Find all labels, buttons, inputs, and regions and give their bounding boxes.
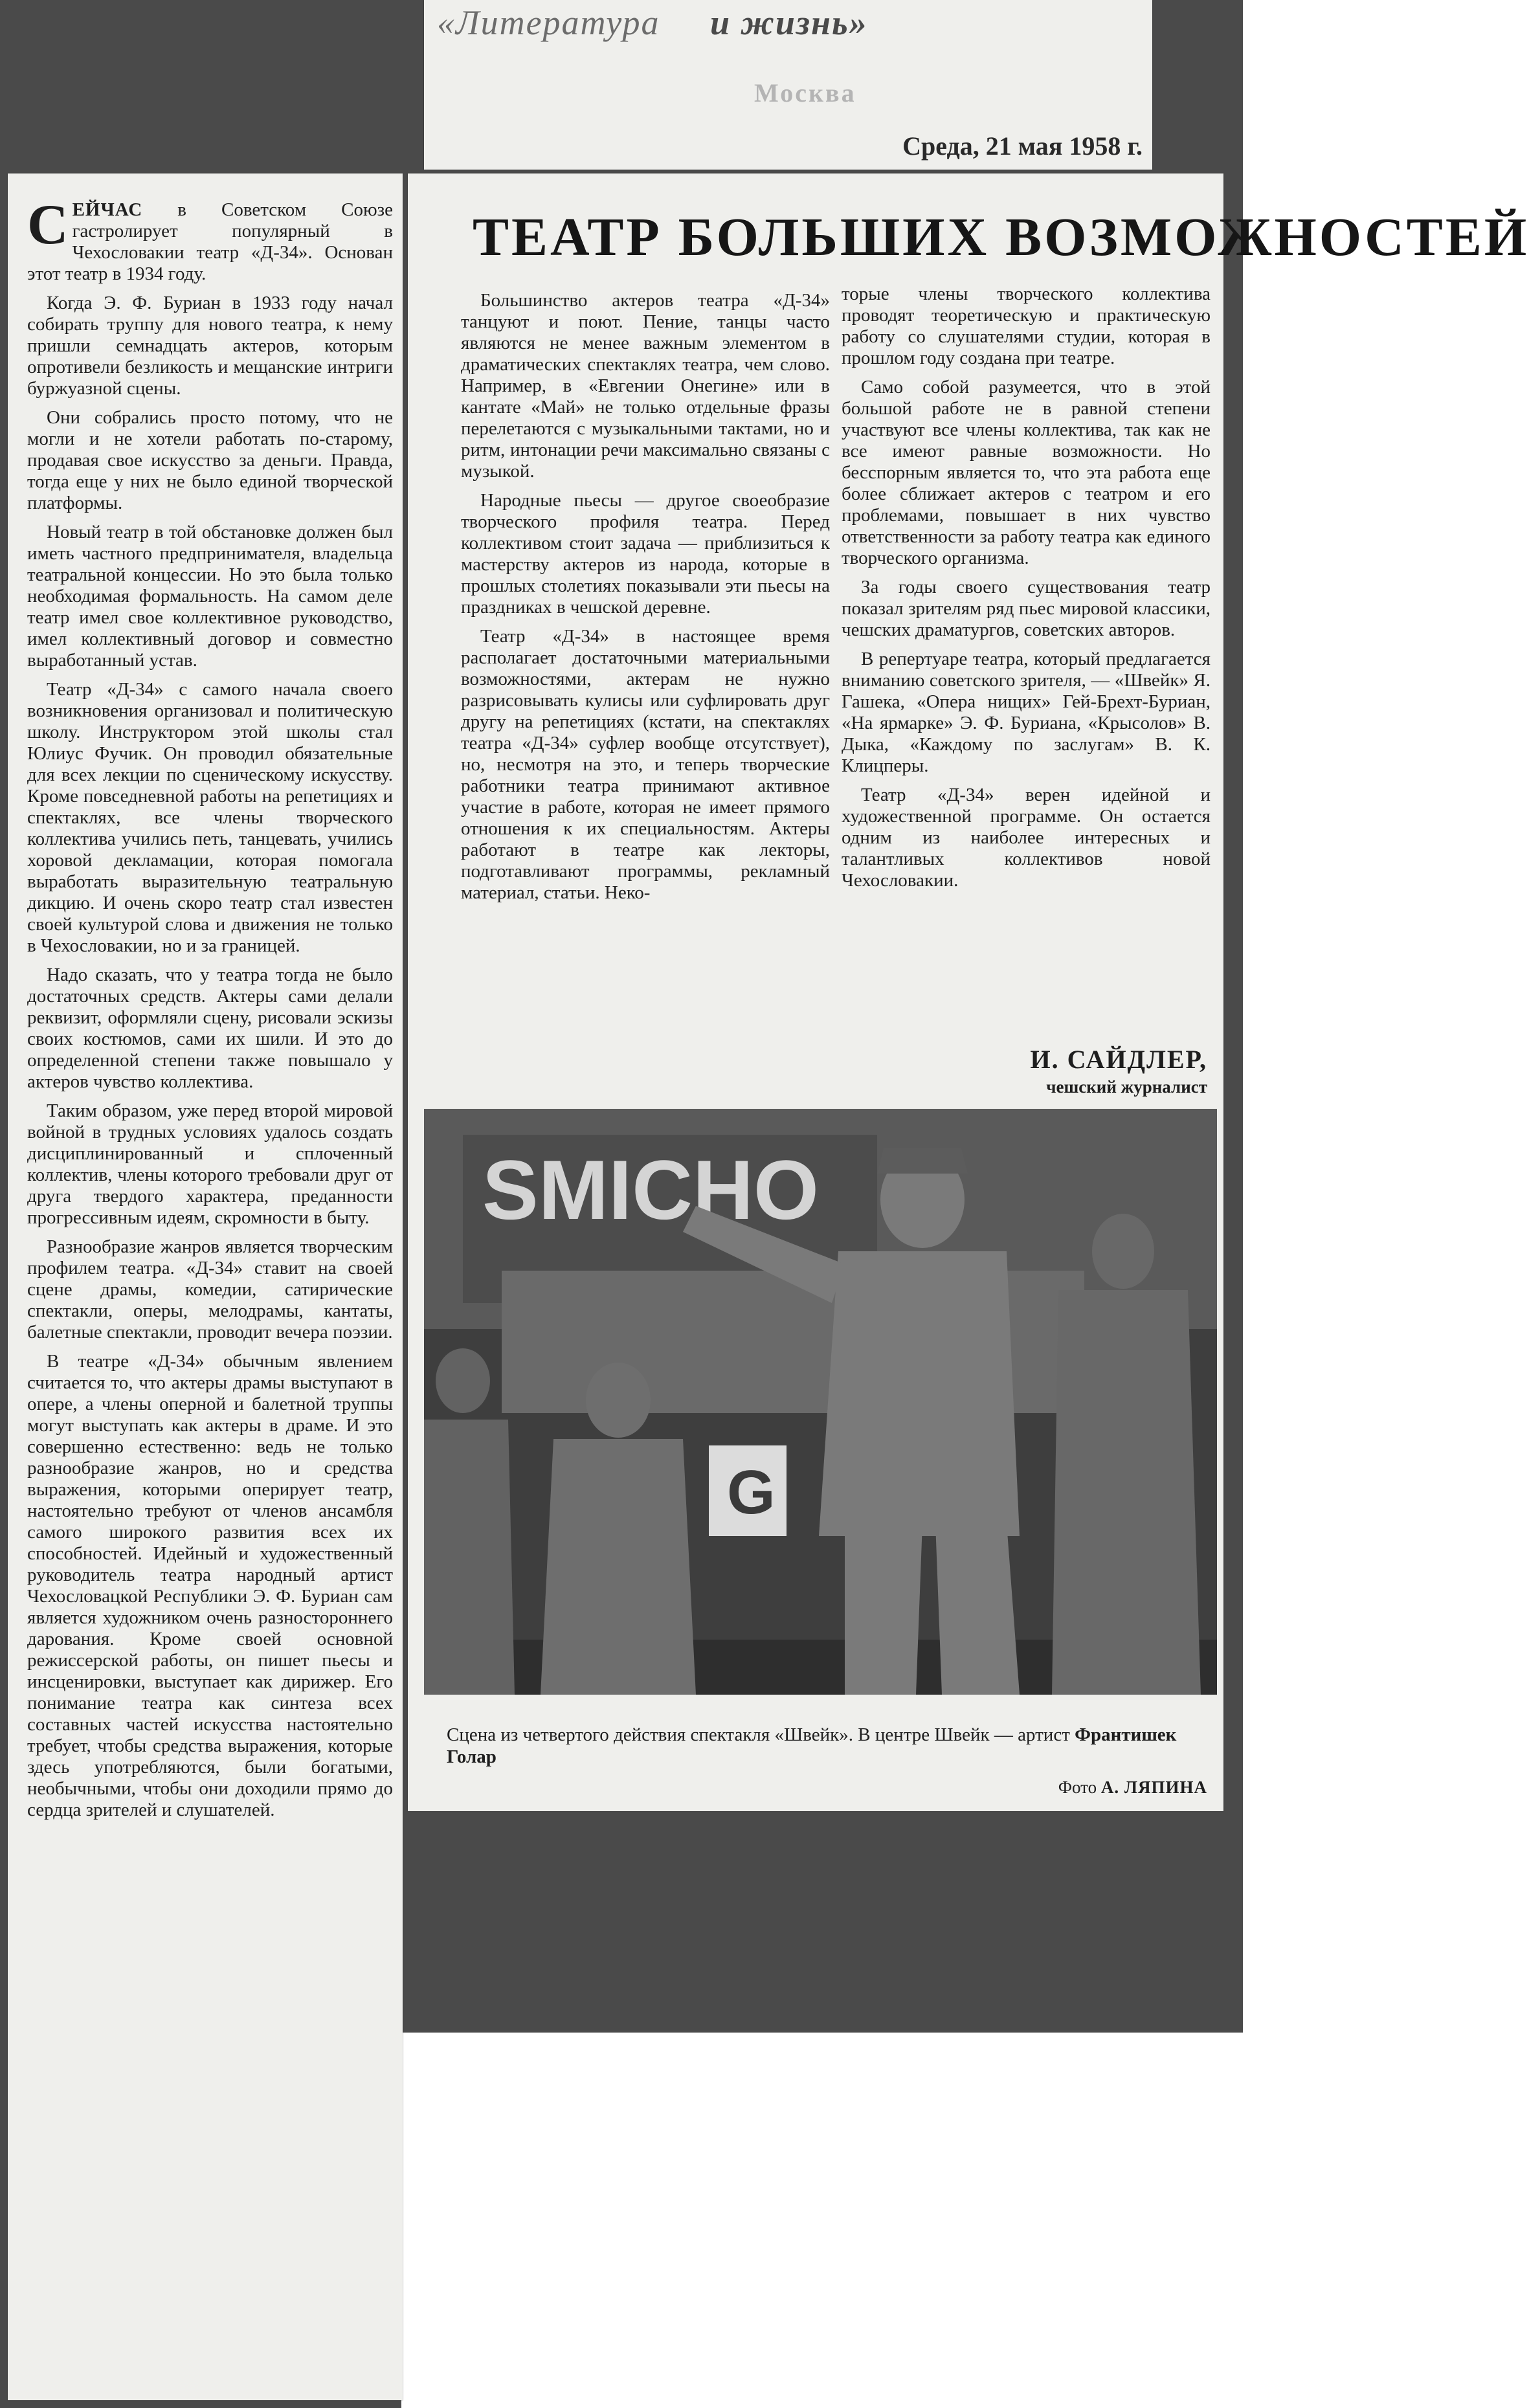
author-signature	[842, 1044, 1207, 1097]
paragraph: Таким образом, уже перед второй мировой войной в трудных условиях удалось создать дисциплинированный и сплоченный коллектив, члены которого требовали друг от друга твердого характера, преданности прогрессивным идеям, скромности в быту.	[27, 1100, 393, 1228]
stage-photo-image	[424, 1109, 1217, 1695]
paragraph: Народные пьесы — другое своеобразие творческого профиля театра. Перед коллективом стоит задача — приблизиться к мастерству актеров из народа, которые в прошлых столетиях показывали эти пьесы на праздниках в чешской деревне.	[461, 490, 830, 618]
paragraph: За годы своего существования театр показал зрителям ряд пьес мировой классики, чешских драматургов, советских авторов.	[842, 577, 1211, 640]
publication-name	[437, 3, 868, 43]
left-column-text	[27, 194, 393, 1829]
paragraph: Они собрались просто потому, что не могли и не хотели работать по-старому, продавая свое искусство за деньги. Правда, тогда еще у них не было единой творческой платформы.	[27, 407, 393, 513]
middle-column-text	[461, 290, 830, 911]
left-column-clipping	[8, 173, 403, 2400]
publication-name-part2: и жизнь»	[709, 3, 868, 42]
paragraph: торые члены творческого коллектива проводят теоретическую и практическую работу со слушателями студии, которая в прошлом году создана при театре.	[842, 284, 1211, 368]
paragraph: Разнообразие жанров является творческим профилем театра. «Д-34» ставит на своей сцене драмы, комедии, сатирические спектакли, оперы, мелодрамы, кантаты, балетные спектакли, проводит вечера поэзии.	[27, 1236, 393, 1343]
photo-credit-name: А. ЛЯПИНА	[1100, 1778, 1207, 1797]
lead-caps: ЕЙЧАС	[72, 199, 143, 220]
paragraph: Большинство актеров театра «Д-34» танцуют и поют. Пение, танцы часто являются не менее важным элементом в драматических спектаклях театра, чем слово. Например, в «Евгении Онегине» или в кантате «Май» не только отдельные фразы перелетаются с музыкальными тактами, но и ритм, интонации речи максимально связаны с музыкой.	[461, 290, 830, 482]
article-main-clipping	[408, 173, 1529, 1811]
publication-city: Москва	[754, 78, 856, 107]
paragraph: Театр «Д-34» с самого начала своего возникновения организовал и политическую школу. Инструктором этой школы стал Юлиус Фучик. Он проводил обязательные для всех лекции по сценическому искусству. Кроме повседневной работы на репетициях и спектаклях, все члены творческого коллектива учились петь, танцевать, учились хоровой декламации, которая помогала выработать выразительную театральную дикцию. И очень скоро театр стал известен своей культурой слова и движения не только в Чехословакии, но и за границей.	[27, 679, 393, 956]
paragraph: Новый театр в той обстановке должен был иметь частного предпринимателя, владельца театральной концессии. Но это была только необходимая формальность. На самом деле театр имел свое коллективное руководство, имел коллективный договор и совместно выработанный устав.	[27, 522, 393, 671]
paragraph: Надо сказать, что у театра тогда не было достаточных средств. Актеры сами делали реквизит, оформляли сцену, рисовали эскизы своих костюмов, сами их шили. И это до определенной степени также повышало у актеров чувство коллектива.	[27, 964, 393, 1092]
author-name: И. САЙДЛЕР,	[1030, 1045, 1207, 1074]
photo-caption	[447, 1724, 1198, 1768]
photo-caption-actor: Франтишек Голар	[447, 1724, 1177, 1767]
right-column-text	[842, 284, 1211, 899]
photo-credit-prefix: Фото	[1058, 1778, 1101, 1797]
paragraph: Театр «Д-34» верен идейной и художественной программе. Он остается одним из наиболее интересных и талантливых коллективов новой Чехословакии.	[842, 785, 1211, 891]
paragraph: В репертуаре театра, который предлагается вниманию советского зрителя, — «Швейк» Я. Гашека, «Опера нищих» Гей-Брехт-Буриан, «На ярмарке» Э. Ф. Буриана, «Крысолов» В. Дыка, «Каждому по заслугам» В. К. Клицперы.	[842, 649, 1211, 776]
drop-cap: С	[27, 194, 69, 256]
article-title: ТЕАТР БОЛЬШИХ ВОЗМОЖНОСТЕЙ	[473, 207, 1529, 267]
photo-caption-text: Сцена из четвертого действия спектакля «Швейк». В центре Швейк — артист	[447, 1724, 1075, 1745]
stage-photo	[424, 1109, 1217, 1695]
photo-credit	[1058, 1778, 1207, 1798]
publication-name-part1: «Литература	[437, 3, 660, 42]
sign-letter: G	[727, 1458, 776, 1527]
paragraph: Когда Э. Ф. Буриан в 1933 году начал собирать труппу для нового театра, к нему пришли семнадцать актеров, которым опротивели безликость и мещанские интриги буржуазной сцены.	[27, 293, 393, 399]
paragraph: Само собой разумеется, что в этой большой работе не в равной степени участвуют все члены коллектива, так как не все имеют равные возможности. Но бесспорным является то, что эта работа еще более сближает актеров с театром и его проблемами, повышает в них чувство ответственности за работу театра как единого творческого организма.	[842, 377, 1211, 568]
paragraph: Театр «Д-34» в настоящее время располагает достаточными материальными возможностями, актерам не нужно разрисовывать кулисы или суфлировать друг другу на репетициях (кстати, на спектаклях театра «Д-34» суфлер вообще отсутствует), но, несмотря на это, и теперь творческие работники театра принимают активное участие в работе, которая не имеет прямого отношения к их специальностям. Актеры работают в театре как лекторы, подготавливают программы, рекламный материал, статьи. Неко-	[461, 626, 830, 903]
lead-paragraph	[27, 194, 393, 285]
publication-date: Среда, 21 мая 1958 г.	[902, 131, 1143, 161]
masthead-clipping	[424, 0, 1152, 170]
sign-text: SMICHO	[482, 1143, 819, 1237]
paragraph: В театре «Д-34» обычным явлением считается то, что актеры драмы выступают в опере, а члены оперной и балетной труппы могут выступать как актеры в драме. И это совершенно естественно: ведь не только разнообразие жанров, но и средства выражения, которыми оперирует театр, настоятельно требуют от членов ансамбля самого широкого развития всех их способностей. Идейный и художественный руководитель театра народный артист Чехословацкой Республики Э. Ф. Буриан сам является художником очень разностороннего дарования. Кроме своей основной режиссерской работы, он пишет пьесы и инсценировки, выступает как дирижер. Его понимание театра как синтеза всех составных частей искусства настоятельно требует, чтобы средства выражения, которые здесь употребляются, были богатыми, необычными, чтобы они доходили прямо до сердца зрителей и слушателей.	[27, 1351, 393, 1820]
author-role: чешский журналист	[1046, 1077, 1207, 1097]
lead-text: в Советском Союзе гастролирует популярный в Чехословакии театр «Д-34». Основан этот театр в 1934 году.	[27, 199, 393, 284]
